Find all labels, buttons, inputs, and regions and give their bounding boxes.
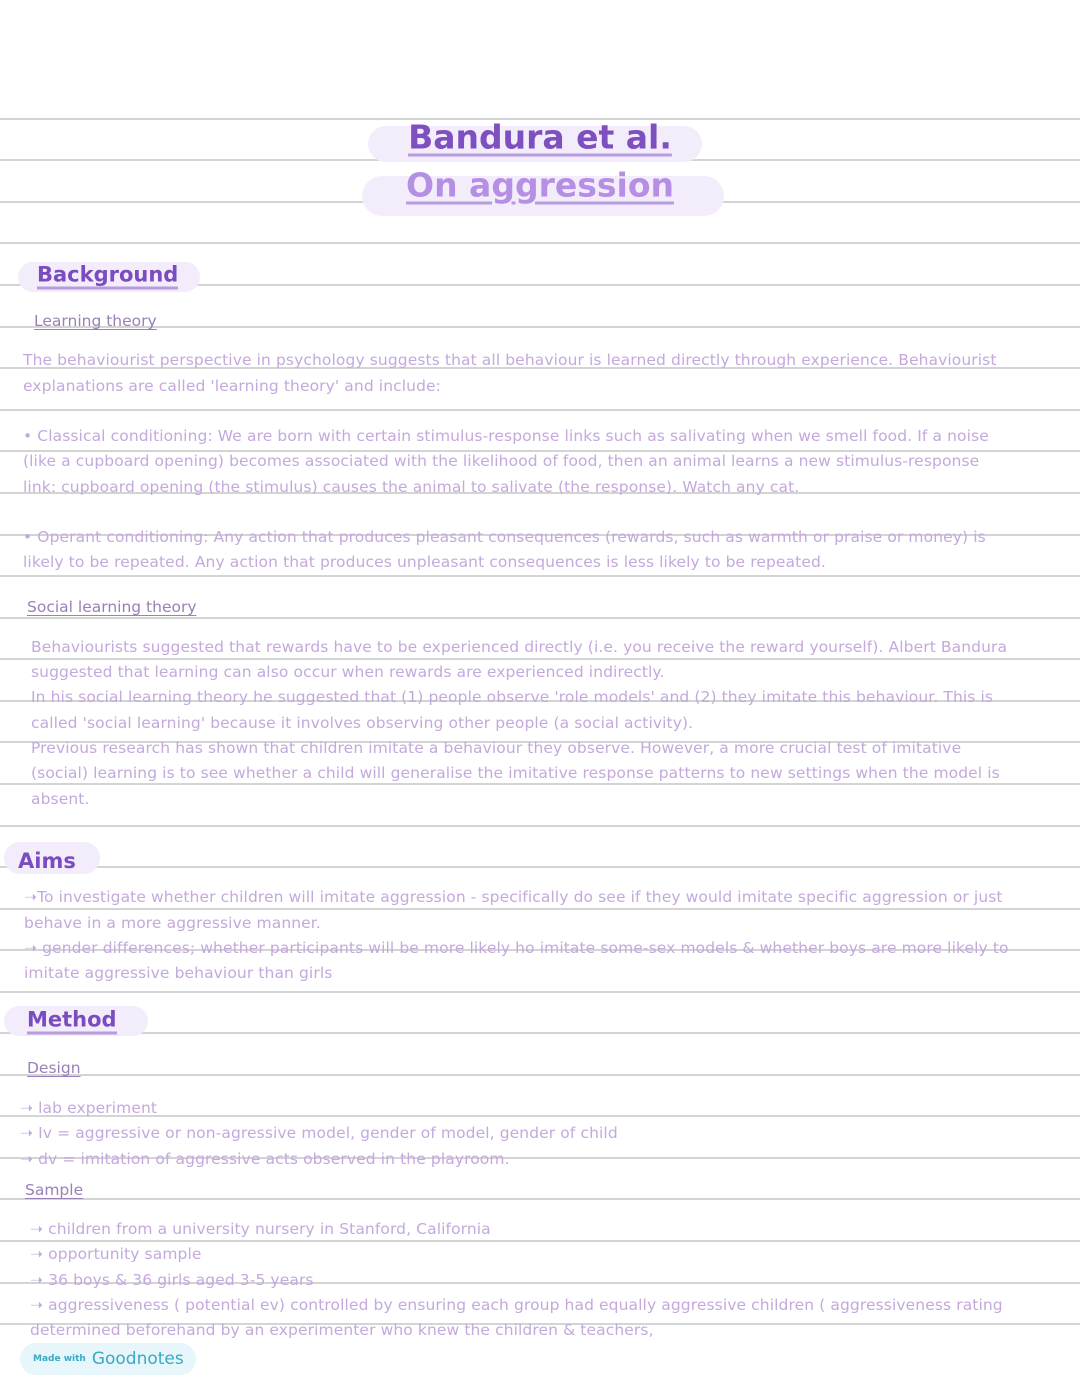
title-text: Bandura et al. xyxy=(408,117,672,157)
text-line: Behaviourists suggested that rewards have to be experienced directly (i.e. you receive the reward yourself). Albert Bandura xyxy=(31,638,1008,656)
subheading-sample: Sample xyxy=(25,1181,84,1199)
text-line: ➝ children from a university nursery in Stanford, California xyxy=(30,1220,491,1238)
subtitle-text: On aggression xyxy=(406,165,674,205)
text-line: • Operant conditioning: Any action that produces pleasant consequences (rewards, such as warmth or praise or money) is xyxy=(23,528,986,546)
text-line: ➝ opportunity sample xyxy=(30,1245,202,1263)
text-line: ➝ 36 boys & 36 girls aged 3-5 years xyxy=(30,1271,314,1289)
text-line: called 'social learning' because it involves observing other people (a social activity). xyxy=(31,714,694,732)
heading-background: Background xyxy=(37,263,178,290)
text-line: determined beforehand by an experimenter who knew the children & teachers, xyxy=(30,1321,654,1339)
text-line: The behaviourist perspective in psychology suggests that all behaviour is learned directly through experience. Behaviourist xyxy=(23,351,997,369)
heading-aims: Aims xyxy=(18,849,76,873)
text-line: link: cupboard opening (the stimulus) causes the animal to salivate (the response). Watch any cat. xyxy=(23,478,800,496)
text-line: ➝ dv = imitation of aggressive acts observed in the playroom. xyxy=(20,1150,510,1168)
text-line: ➝To investigate whether children will imitate aggression - specifically do see if they would imitate specific aggression or just xyxy=(24,888,1003,906)
goodnotes-logo: Goodnotes xyxy=(91,1349,184,1369)
text-line: explanations are called 'learning theory' and include: xyxy=(23,377,441,395)
text-line: likely to be repeated. Any action that produces unpleasant consequences is less likely to be repeated. xyxy=(23,553,826,571)
subheading-design: Design xyxy=(27,1059,81,1077)
text-line: • Classical conditioning: We are born with certain stimulus-response links such as salivating when we smell food. If a noise xyxy=(23,427,989,445)
text-line: absent. xyxy=(31,790,90,808)
page-title xyxy=(0,118,1080,157)
text-line: imitate aggressive behaviour than girls xyxy=(24,964,333,982)
text-line: ➝ aggressiveness ( potential ev) controlled by ensuring each group had equally aggressive children ( aggressiveness rating xyxy=(30,1296,1003,1314)
text-line: behave in a more aggressive manner. xyxy=(24,914,321,932)
text-line: In his social learning theory he suggested that (1) people observe 'role models' and (2) they imitate this behaviour. This is xyxy=(31,688,994,706)
text-line: ➝ lab experiment xyxy=(20,1099,158,1117)
text-line: Previous research has shown that children imitate a behaviour they observe. However, a more crucial test of imitative xyxy=(31,739,962,757)
text-line: (like a cupboard opening) becomes associated with the likelihood of food, then an animal learns a new stimulus-response xyxy=(23,452,980,470)
text-line: ➝ gender differences; whether participants will be more likely ho imitate some-sex models & whether boys are more likely to xyxy=(24,939,1009,957)
subheading-learning-theory: Learning theory xyxy=(34,312,157,330)
heading-method: Method xyxy=(27,1008,117,1035)
made-with-label: Made with xyxy=(33,1354,86,1364)
subheading-social-learning-theory: Social learning theory xyxy=(27,598,197,616)
goodnotes-badge[interactable] xyxy=(20,1343,196,1375)
text-line: ➝ Iv = aggressive or non-agressive model, gender of model, gender of child xyxy=(20,1124,618,1142)
text-line: suggested that learning can also occur when rewards are experienced indirectly. xyxy=(31,663,665,681)
text-line: (social) learning is to see whether a child will generalise the imitative response patterns to new settings when the model is xyxy=(31,764,1000,782)
page-subtitle xyxy=(0,166,1080,205)
